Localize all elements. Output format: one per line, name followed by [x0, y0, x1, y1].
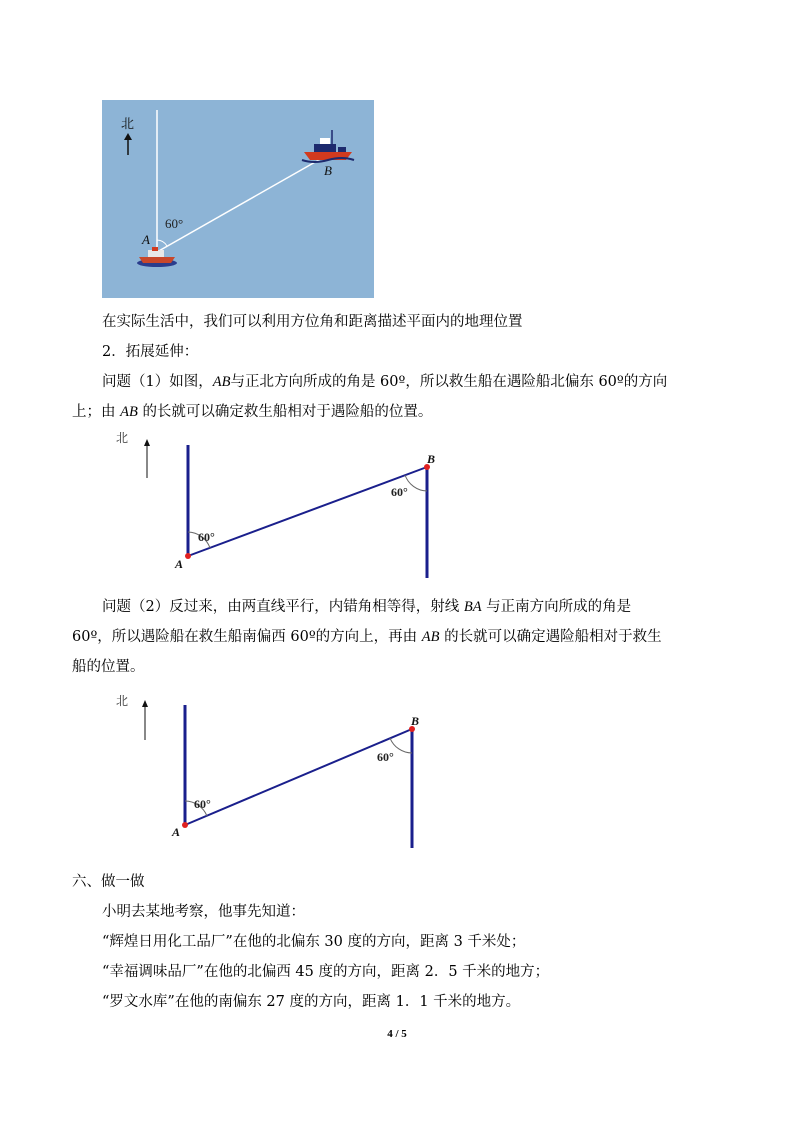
page-number: 4 / 5 — [387, 1028, 407, 1040]
fig3-angle-b: 60° — [377, 750, 394, 764]
list-item: “罗文水库”在他的南偏东 27 度的方向，距离 1．1 千米的地方。 — [102, 994, 521, 1010]
fig2-label-b: B — [427, 452, 436, 466]
fig3-north-arrow-icon — [142, 700, 148, 740]
q2-line2-end: 的长就可以确定遇险船相对于救生 — [444, 629, 662, 645]
section6-intro: 小明去某地考察，他事先知道： — [102, 904, 305, 920]
q2-seg1: BA — [463, 599, 482, 615]
q2-line3: 船的位置。 — [72, 659, 145, 675]
fig2-north-label: 北 — [116, 431, 129, 445]
list-item: “辉煌日用化工品厂”在他的北偏东 30 度的方向，距离 3 千米处； — [102, 934, 526, 950]
fig2-label-a: A — [175, 557, 184, 571]
q2-part2: 与正南方向所成的角是 — [486, 599, 632, 615]
point-b-label: B — [324, 163, 332, 178]
q1-part2: 与正北方向所成的角是 60º，所以救生船在遇险船北偏东 60º的方向 — [230, 374, 668, 390]
angle-label: 60° — [165, 216, 184, 231]
q2-part1: 问题（2）反过来，由两直线平行，内错角相等得，射线 — [102, 599, 460, 615]
para-geo-position: 在实际生活中，我们可以利用方位角和距离描述平面内的地理位置 — [102, 314, 523, 330]
fig2-angle-a: 60° — [198, 530, 215, 544]
q1-seg1: AB — [212, 374, 231, 390]
section6-title: 六、做一做 — [72, 874, 145, 890]
point-a-label: A — [142, 232, 150, 247]
q2-seg2: AB — [421, 629, 440, 645]
fig2-angle-b: 60° — [391, 485, 408, 499]
q1-seg2: AB — [120, 404, 138, 420]
fig3-angle-a: 60° — [194, 797, 211, 811]
fig3-point-a — [182, 822, 188, 828]
q1-part1: 问题（1）如图， — [102, 374, 213, 390]
fig3-label-a: A — [172, 825, 181, 839]
list-item: “幸福调味品厂”在他的北偏西 45 度的方向，距离 2．5 千米的地方； — [102, 964, 550, 980]
fig3-north-label: 北 — [116, 694, 129, 708]
fig3-label-b: B — [411, 714, 420, 728]
q1-line2-start: 上；由 — [72, 404, 116, 420]
north-label: 北 — [121, 117, 135, 132]
section-heading-extension: 2．拓展延伸： — [102, 344, 199, 360]
q1-line2-end: 的长就可以确定救生船相对于遇险船的位置。 — [142, 404, 433, 420]
q2-line2-start: 60º，所以遇险船在救生船南偏西 60º的方向上，再由 — [72, 629, 418, 645]
